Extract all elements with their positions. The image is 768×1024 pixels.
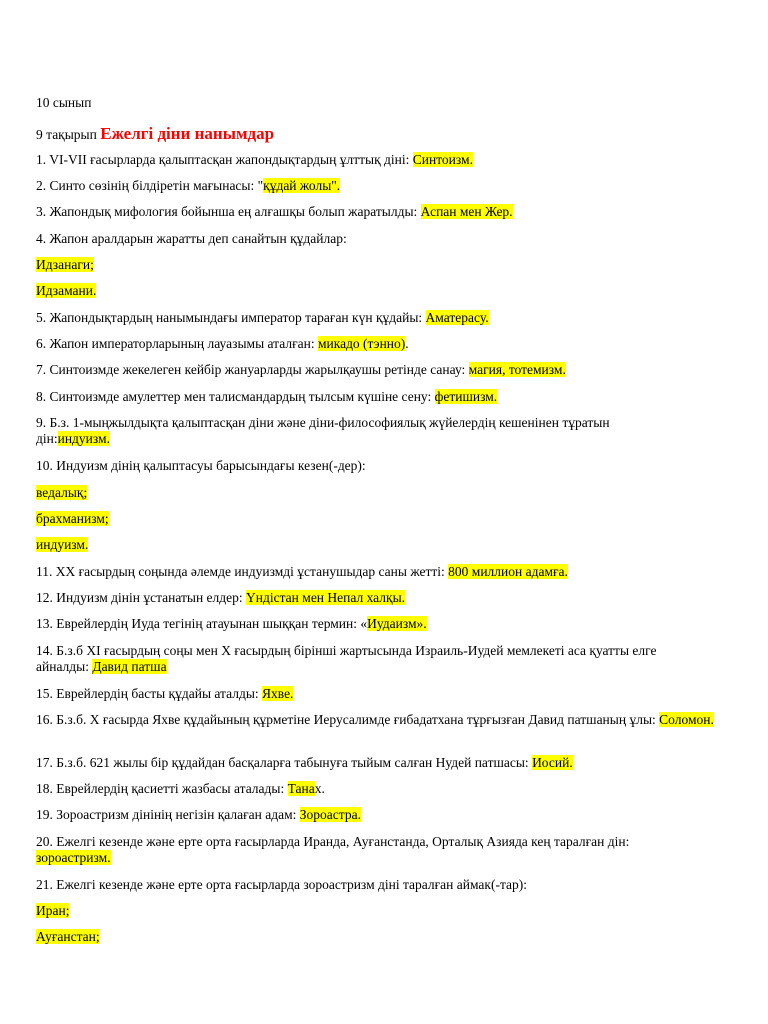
item-text: 17. Б.з.б. 621 жылы бір құдайдан басқаларға табынуға тыйым салған Нудей патшасы: <box>36 755 533 770</box>
list-item <box>36 485 736 501</box>
item-text: 19. Зороастризм дінінің негізін қалаған адам: <box>36 807 300 822</box>
item-answer: ведалық; <box>36 485 88 500</box>
item-answer: 800 миллион адамға. <box>448 564 568 579</box>
item-text: 15. Еврейлердің басты құдайы аталды: <box>36 686 263 701</box>
item-answer: Идзанаги; <box>36 257 94 272</box>
item-answer: Ауғанстан; <box>36 929 100 944</box>
item-answer: Зороастра. <box>299 807 361 822</box>
item-answer: Идзамани. <box>36 283 97 298</box>
item-answer: Соломон. <box>659 712 714 727</box>
item-answer: Иудаизм». <box>367 616 427 631</box>
list-item <box>36 807 736 823</box>
item-answer: микадо (тэнно) <box>317 336 406 351</box>
list-item <box>36 257 736 273</box>
list-item <box>36 616 736 632</box>
item-text: 6. Жапон императорларының лауазымы аталған: <box>36 336 318 351</box>
list-item <box>36 231 736 247</box>
item-text: 14. Б.з.б XI ғасырдың соңы мен X ғасырдың бірінші жартысында Израиль-Иудей мемлекеті аса қуатты елге айналды: <box>36 643 657 674</box>
list-item <box>36 590 736 606</box>
list-item <box>36 564 736 580</box>
item-text: 9. Б.з. 1-мыңжылдықта қалыптасқан діни және діни-философиялық жүйелердің кешенінен тұратын дін: <box>36 415 610 446</box>
item-suffix: . <box>405 336 409 351</box>
item-text: 5. Жапондықтардың нанымындағы император тараған күн құдайы: <box>36 310 426 325</box>
item-text: 2. Синто сөзінің білдіретін мағынасы: " <box>36 178 264 193</box>
list-item <box>36 283 736 299</box>
item-text: 10. Индуизм дінің қалыптасуы барысындағы кезен(-дер): <box>36 458 366 473</box>
item-text: 3. Жапондық мифология бойынша ең алғашқы болып жаратылды: <box>36 204 421 219</box>
item-answer: Тана <box>287 781 315 796</box>
item-text: 16. Б.з.б. X ғасырда Яхве құдайының құрметіне Иерусалимде ғибадатхана тұрғызған Давид патшаның ұлы: <box>36 712 660 727</box>
list-item <box>36 755 736 771</box>
item-answer: құдай жолы". <box>263 178 341 193</box>
list-item <box>36 929 736 945</box>
item-answer: брахманизм; <box>36 511 109 526</box>
list-item <box>36 537 736 553</box>
item-text: 12. Индуизм дінін ұстанатын елдер: <box>36 590 247 605</box>
item-answer: Синтоизм. <box>412 152 473 167</box>
list-item <box>36 877 736 893</box>
list-item <box>36 781 736 797</box>
list-item <box>36 686 736 702</box>
list-item <box>36 712 726 728</box>
item-answer: Давид патша <box>92 659 167 674</box>
list-item <box>36 310 736 326</box>
item-text: 20. Ежелгі кезенде және ерте орта ғасырларда Иранда, Ауғанстанда, Орталық Азияда кең таралған дін: <box>36 834 630 849</box>
item-text: 4. Жапон аралдарын жаратты деп санайтын құдайлар: <box>36 231 347 246</box>
list-item <box>36 362 736 378</box>
item-text: 11. XX ғасырдың соңында әлемде индуизмді ұстанушыдар саны жетті: <box>36 564 449 579</box>
list-item <box>36 415 666 447</box>
list-item <box>36 458 736 474</box>
item-answer: индуизм. <box>36 537 89 552</box>
topic-prefix: 9 тақырып <box>36 127 101 142</box>
item-text: 8. Синтоизмде амулеттер мен талисмандардың тылсым күшіне сену: <box>36 389 435 404</box>
list-item <box>36 903 736 919</box>
item-answer: Яхве. <box>262 686 294 701</box>
item-text: 7. Синтоизмде жекелеген кейбір жануарларды жарылқаушы ретінде санау: <box>36 362 469 377</box>
topic-title: Ежелгі діни нанымдар <box>100 124 275 143</box>
list-item <box>36 178 736 194</box>
item-answer: Иосий. <box>532 755 573 770</box>
item-text: 13. Еврейлердің Иуда тегінің атауынан шыққан термин: « <box>36 616 368 631</box>
item-text: 1. VI-VII ғасырларда қалыптасқан жапондықтардың ұлттық діні: <box>36 152 413 167</box>
item-answer: фетишизм. <box>434 389 498 404</box>
grade-label: 10 сынып <box>36 95 92 110</box>
list-item <box>36 834 686 866</box>
item-answer: Үндістан мен Непал халқы. <box>246 590 406 605</box>
item-answer: Аспан мен Жер. <box>420 204 513 219</box>
list-item <box>36 152 736 168</box>
list-item <box>36 336 736 352</box>
item-answer: Иран; <box>36 903 70 918</box>
topic-heading <box>36 124 736 145</box>
item-suffix: х. <box>314 781 325 796</box>
item-text: 18. Еврейлердің қасиетті жазбасы аталады: <box>36 781 288 796</box>
list-item <box>36 643 696 675</box>
item-answer: индуизм. <box>57 431 110 446</box>
item-text: 21. Ежелгі кезенде және ерте орта ғасырларда зороастризм діні таралған аймак(-тар): <box>36 877 527 892</box>
item-answer: магия, тотемизм. <box>468 362 566 377</box>
item-answer: зороастризм. <box>36 850 111 865</box>
list-item <box>36 204 736 220</box>
list-item <box>36 389 736 405</box>
list-item <box>36 511 736 527</box>
item-answer: Аматерасу. <box>425 310 489 325</box>
